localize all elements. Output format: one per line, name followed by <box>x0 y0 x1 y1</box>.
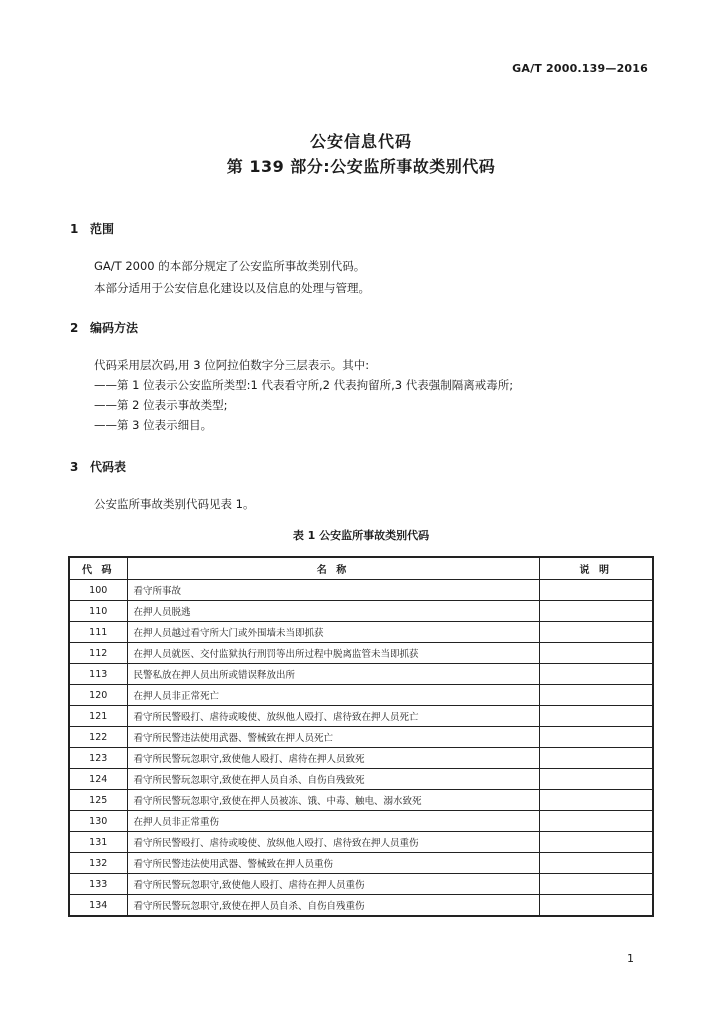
name-cell: 看守所民警玩忽职守,致使他人殴打、虐待在押人员致死 <box>127 748 539 769</box>
section-method-heading <box>70 319 138 336</box>
table-row <box>69 874 653 895</box>
note-cell <box>539 643 653 664</box>
table-row <box>69 727 653 748</box>
name-cell: 看守所事故 <box>127 580 539 601</box>
header-name: 名 称 <box>127 557 539 580</box>
section-title: 范围 <box>90 222 115 236</box>
section-number: 2 <box>70 321 79 335</box>
code-cell: 131 <box>69 832 127 853</box>
note-cell <box>539 790 653 811</box>
document-subtitle: 第 139 部分:公安监所事故类别代码 <box>226 157 496 176</box>
section-codetable-heading <box>70 458 126 475</box>
code-table <box>68 556 654 917</box>
note-cell <box>539 832 653 853</box>
table-body <box>69 580 653 917</box>
name-cell: 看守所民警玩忽职守,致使他人殴打、虐待在押人员重伤 <box>127 874 539 895</box>
table-row <box>69 601 653 622</box>
code-cell: 123 <box>69 748 127 769</box>
note-cell <box>539 580 653 601</box>
name-cell: 看守所民警殴打、虐待或唆使、放纵他人殴打、虐待致在押人员重伤 <box>127 832 539 853</box>
document-title: 公安信息代码 <box>309 132 412 151</box>
code-cell: 121 <box>69 706 127 727</box>
section-number: 3 <box>70 460 79 474</box>
name-cell: 在押人员越过看守所大门或外围墙未当即抓获 <box>127 622 539 643</box>
code-cell: 134 <box>69 895 127 917</box>
table-row <box>69 622 653 643</box>
code-cell: 100 <box>69 580 127 601</box>
code-cell: 112 <box>69 643 127 664</box>
note-cell <box>539 685 653 706</box>
code-cell: 124 <box>69 769 127 790</box>
name-cell: 在押人员非正常死亡 <box>127 685 539 706</box>
name-cell: 看守所民警违法使用武器、警械致在押人员重伤 <box>127 853 539 874</box>
table-row <box>69 790 653 811</box>
code-cell: 120 <box>69 685 127 706</box>
header-code: 代 码 <box>69 557 127 580</box>
table-row <box>69 643 653 664</box>
table-row <box>69 895 653 917</box>
scope-paragraph-2: 本部分适用于公安信息化建设以及信息的处理与管理。 <box>94 281 370 295</box>
method-dash-item-3: ——第 3 位表示细目。 <box>94 418 213 432</box>
code-cell: 110 <box>69 601 127 622</box>
code-cell: 113 <box>69 664 127 685</box>
name-cell: 看守所民警玩忽职守,致使在押人员自杀、自伤自残重伤 <box>127 895 539 917</box>
page-number: 1 <box>627 952 634 965</box>
table-row <box>69 769 653 790</box>
table-row <box>69 811 653 832</box>
section-scope-heading <box>70 220 114 237</box>
note-cell <box>539 727 653 748</box>
note-cell <box>539 706 653 727</box>
method-paragraph: 代码采用层次码,用 3 位阿拉伯数字分三层表示。其中: <box>94 358 370 372</box>
code-cell: 132 <box>69 853 127 874</box>
table-row <box>69 685 653 706</box>
note-cell <box>539 748 653 769</box>
section-title: 代码表 <box>90 460 127 474</box>
note-cell <box>539 895 653 917</box>
note-cell <box>539 874 653 895</box>
table-row <box>69 706 653 727</box>
table-row <box>69 748 653 769</box>
note-cell <box>539 811 653 832</box>
name-cell: 在押人员脱逃 <box>127 601 539 622</box>
section-number: 1 <box>70 222 79 236</box>
note-cell <box>539 853 653 874</box>
table-row <box>69 580 653 601</box>
name-cell: 看守所民警殴打、虐待或唆使、放纵他人殴打、虐待致在押人员死亡 <box>127 706 539 727</box>
note-cell <box>539 622 653 643</box>
table-header-row <box>69 557 653 580</box>
header-note: 说 明 <box>539 557 653 580</box>
name-cell: 民警私放在押人员出所或错误释放出所 <box>127 664 539 685</box>
code-cell: 130 <box>69 811 127 832</box>
code-cell: 122 <box>69 727 127 748</box>
code-cell: 111 <box>69 622 127 643</box>
note-cell <box>539 664 653 685</box>
table-caption: 表 1 公安监所事故类别代码 <box>292 529 430 542</box>
table-row <box>69 853 653 874</box>
name-cell: 在押人员就医、交付监狱执行刑罚等出所过程中脱离监管未当即抓获 <box>127 643 539 664</box>
code-cell: 125 <box>69 790 127 811</box>
standard-code: GA/T 2000.139—2016 <box>512 62 648 75</box>
note-cell <box>539 769 653 790</box>
table-row <box>69 832 653 853</box>
section-title: 编码方法 <box>90 321 139 335</box>
name-cell: 看守所民警玩忽职守,致使在押人员被冻、饿、中毒、触电、溺水致死 <box>127 790 539 811</box>
table-row <box>69 664 653 685</box>
name-cell: 在押人员非正常重伤 <box>127 811 539 832</box>
code-cell: 133 <box>69 874 127 895</box>
name-cell: 看守所民警违法使用武器、警械致在押人员死亡 <box>127 727 539 748</box>
scope-paragraph-1: GA/T 2000 的本部分规定了公安监所事故类别代码。 <box>94 259 366 273</box>
note-cell <box>539 601 653 622</box>
method-dash-item-2: ——第 2 位表示事故类型; <box>94 398 228 412</box>
codetable-paragraph: 公安监所事故类别代码见表 1。 <box>94 497 255 511</box>
name-cell: 看守所民警玩忽职守,致使在押人员自杀、自伤自残致死 <box>127 769 539 790</box>
method-dash-item-1: ——第 1 位表示公安监所类型:1 代表看守所,2 代表拘留所,3 代表强制隔离戒毒所; <box>94 378 514 392</box>
